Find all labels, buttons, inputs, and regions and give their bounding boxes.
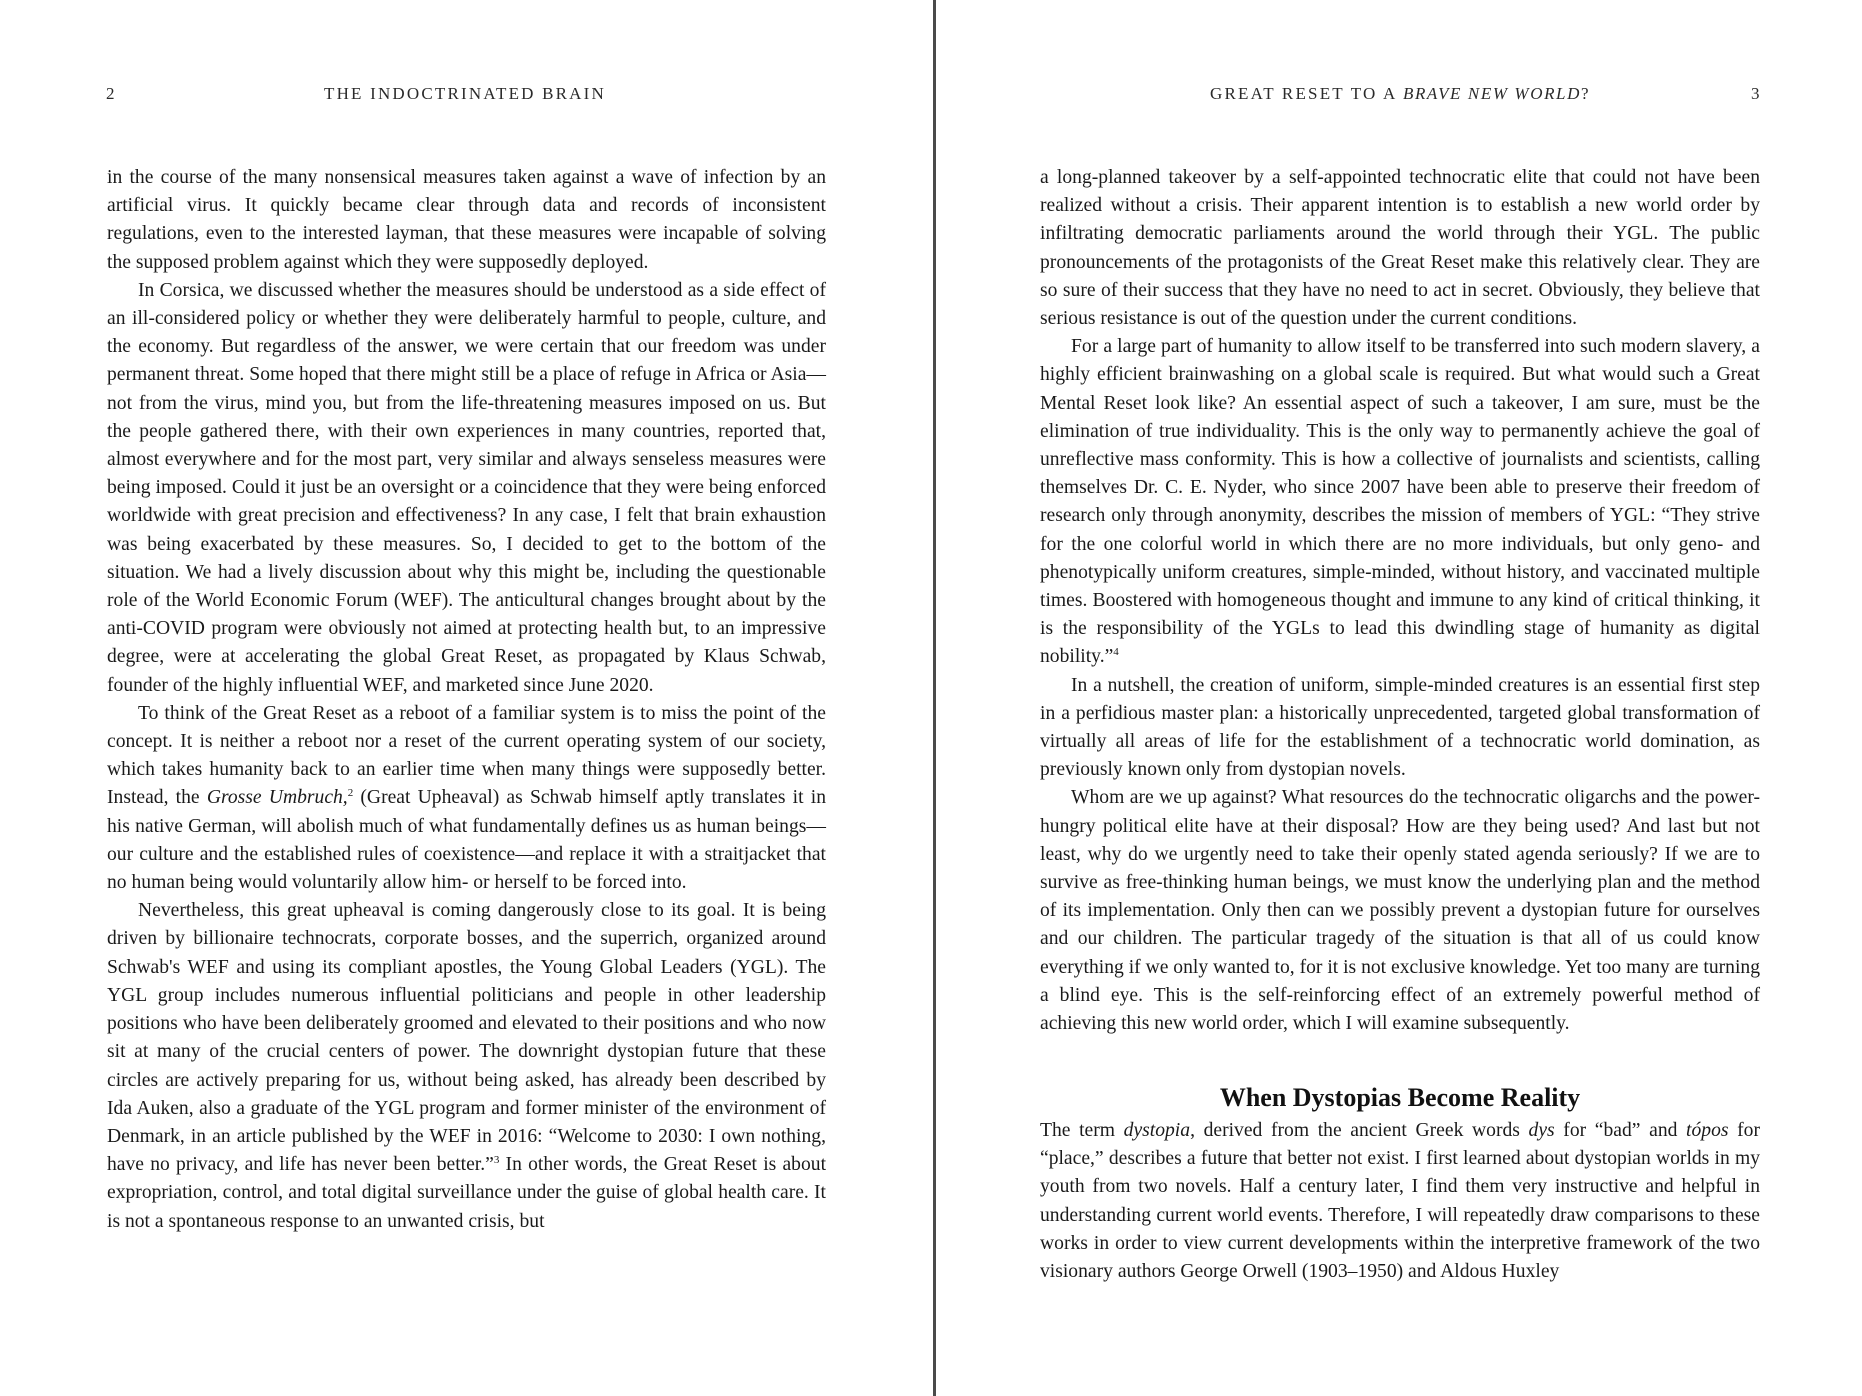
- gutter-divider: [933, 0, 936, 1396]
- italic-text: tópos: [1686, 1120, 1729, 1141]
- text-run: In Corsica, we discussed whether the measures should be understood as a side effect of an ill-considered policy or whether they were deliberately harmful to people, culture, and the economy. But regardless of the answer, we were certain that our freedom was under permanent threat. Some hoped that there might still be a place of refuge in Africa or Asia—not from the virus, mind you, but from the life-threatening measures imposed on us. But the people gathered there, with their own experiences in many countries, reported that, almost everywhere and for the most part, very similar and always senseless measures were being imposed. Could it just be an oversight or a coincidence that they were being enforced worldwide with great precision and effectiveness? In any case, I felt that brain exhaustion was being exacerbated by these measures. So, I decided to get to the bottom of the situation. We had a lively discussion about why this might be, including the questionable role of the World Economic Forum (WEF). The anticultural changes brought about by the anti-COVID program were obviously not aimed at protecting health but, to an impressive degree, were at accelerating the global Great Reset, as propagated by Klaus Schwab, founder of the highly influential WEF, and marketed since June 2020.: [107, 279, 826, 696]
- italic-text: dystopia: [1123, 1120, 1191, 1141]
- text-run: for “place,” describes a future that better not exist. I first learned about dystopian worlds in my youth from two novels. Half a century later, I find them very instructive and helpful in understanding current world events. Therefore, I will repeatedly draw comparisons to these works in order to view current developments within the interpretive framework of the two visionary authors George Orwell (1903–1950) and Aldous Huxley: [1040, 1120, 1761, 1283]
- page-number: 3: [1751, 84, 1760, 103]
- text-run: a long-planned takeover by a self-appointed technocratic elite that could not have been realized without a crisis. Their apparent intention is to establish a new world order by infiltrating democratic parliaments around the world through their YGL. The public pronouncements of the protagonists of the Great Reset make this relatively clear. They are so sure of their success that they have no need to act in secret. Obviously, they believe that serious resistance is out of the question under the current conditions.: [1040, 167, 1760, 330]
- paragraph: [1040, 672, 1760, 785]
- text-run: Whom are we up against? What resources do the technocratic oligarchs and the power-hungry political elite have at their disposal? How are they being used? And last but not least, why do we urgently need to take their openly stated agenda seriously? If we are to survive as free-thinking human beings, we must know the underlying plan and the method of its implementation. Only then can we possibly prevent a dystopian future for ourselves and our children. The particular tragedy of the situation is that all of us could know everything if we only wanted to, for it is not exclusive knowledge. Yet too many are turning a blind eye. This is the self-reinforcing effect of an extremely powerful method of achieving this new world order, which I will examine subsequently.: [1040, 787, 1760, 1035]
- running-head-suffix: ?: [1580, 84, 1591, 103]
- paragraph: [107, 164, 826, 277]
- body-text: [1040, 164, 1760, 1038]
- text-run: In a nutshell, the creation of uniform, simple-minded creatures is an essential first step in a perfidious master plan: a historically unprecedented, targeted global transformation of virtually all areas of life for the establishment of a technocratic world domination, as previously known only from dystopian novels.: [1040, 674, 1760, 781]
- footnote-ref: 3: [493, 1154, 500, 1167]
- italic-text: Grosse Umbruch,: [206, 787, 348, 809]
- text-run: (Great Upheaval) as Schwab himself aptly translates it in his native German, will abolish much of what fundamentally defines us as human beings—our culture and the established rules of coexistence—and replace it with a straitjacket that no human being would voluntarily allow him- or herself to be forced into.: [107, 787, 827, 894]
- text-run: , derived from the ancient Greek words: [1190, 1120, 1529, 1141]
- text-run: To think of the Great Reset as a reboot of a familiar system is to miss the point of the concept. It is neither a reboot nor a reset of the current operating system of our society, which takes humanity back to an earlier time when many things were supposedly better. Instead, the: [107, 702, 826, 809]
- footnote-ref: 2: [347, 787, 354, 800]
- paragraph: [107, 897, 826, 1235]
- running-head: THE INDOCTRINATED BRAIN: [324, 84, 606, 103]
- page-number: 2: [106, 84, 115, 103]
- paragraph: [107, 700, 826, 897]
- footnote-ref: 4: [1113, 646, 1119, 659]
- text-run: for “bad” and: [1554, 1120, 1687, 1141]
- body-text: [107, 164, 826, 1236]
- paragraph: [1040, 1117, 1760, 1286]
- text-run: Nevertheless, this great upheaval is coming dangerously close to its goal. It is being driven by billionaire technocrats, corporate bosses, and the superrich, organized around Schwab's WEF and using its compliant apostles, the Young Global Leaders (YGL). The YGL group includes numerous influential politicians and people in other leadership positions who have been deliberately groomed and elevated to their positions and who now sit at many of the crucial centers of power. The downright dystopian future that these circles are actively preparing for us, without being asked, has already been described by Ida Auken, also a graduate of the YGL program and former minister of the environment of Denmark, in an article published by the WEF in 2016: “Welcome to 2030: I own nothing, have no privacy, and life has never been better.”: [107, 900, 826, 1176]
- text-run: in the course of the many nonsensical measures taken against a wave of infection by an artificial virus. It quickly became clear through data and records of inconsistent regulations, even to the interested layman, that these measures were incapable of solving the supposed problem against which they were supposedly deployed.: [107, 167, 826, 273]
- paragraph: [107, 277, 826, 700]
- right-page: [938, 0, 1862, 1396]
- text-run: In other words, the Great Reset is about expropriation, control, and total digital surveillance under the guise of global health care. It is not a spontaneous response to an unwanted crisis, but: [107, 1154, 827, 1232]
- text-run: The term: [1040, 1120, 1124, 1141]
- section-body: [1040, 1117, 1760, 1286]
- text-run: For a large part of humanity to allow itself to be transferred into such modern slavery, a highly efficient brainwashing on a global scale is required. But what would such a Great Mental Reset look like? An essential aspect of such a takeover, I am sure, must be the elimination of true individuality. This is the only way to permanently achieve the goal of unreflective mass conformity. This is how a collective of journalists and scientists, calling themselves Dr. C. E. Nyder, who since 2007 have been able to preserve their freedom of research only through anonymity, describes the mission of members of YGL: “They strive for the one colorful world in which there are no more individuals, but only geno- and phenotypically uniform creatures, simple-minded, without history, and vaccinated multiple times. Boostered with homogeneous thought and immune to any kind of critical thinking, it is the responsibility of the YGLs to lead this dwindling stage of humanity as digital nobility.”: [1040, 336, 1760, 668]
- paragraph: [1040, 784, 1760, 1038]
- running-head-prefix: GREAT RESET TO A: [1210, 84, 1403, 103]
- running-head: [1210, 84, 1591, 104]
- paragraph: [1040, 164, 1760, 333]
- paragraph: [1040, 333, 1760, 671]
- section-heading: When Dystopias Become Reality: [1219, 1083, 1581, 1112]
- italic-text: dys: [1528, 1120, 1555, 1141]
- running-head-italic: BRAVE NEW WORLD: [1402, 84, 1581, 103]
